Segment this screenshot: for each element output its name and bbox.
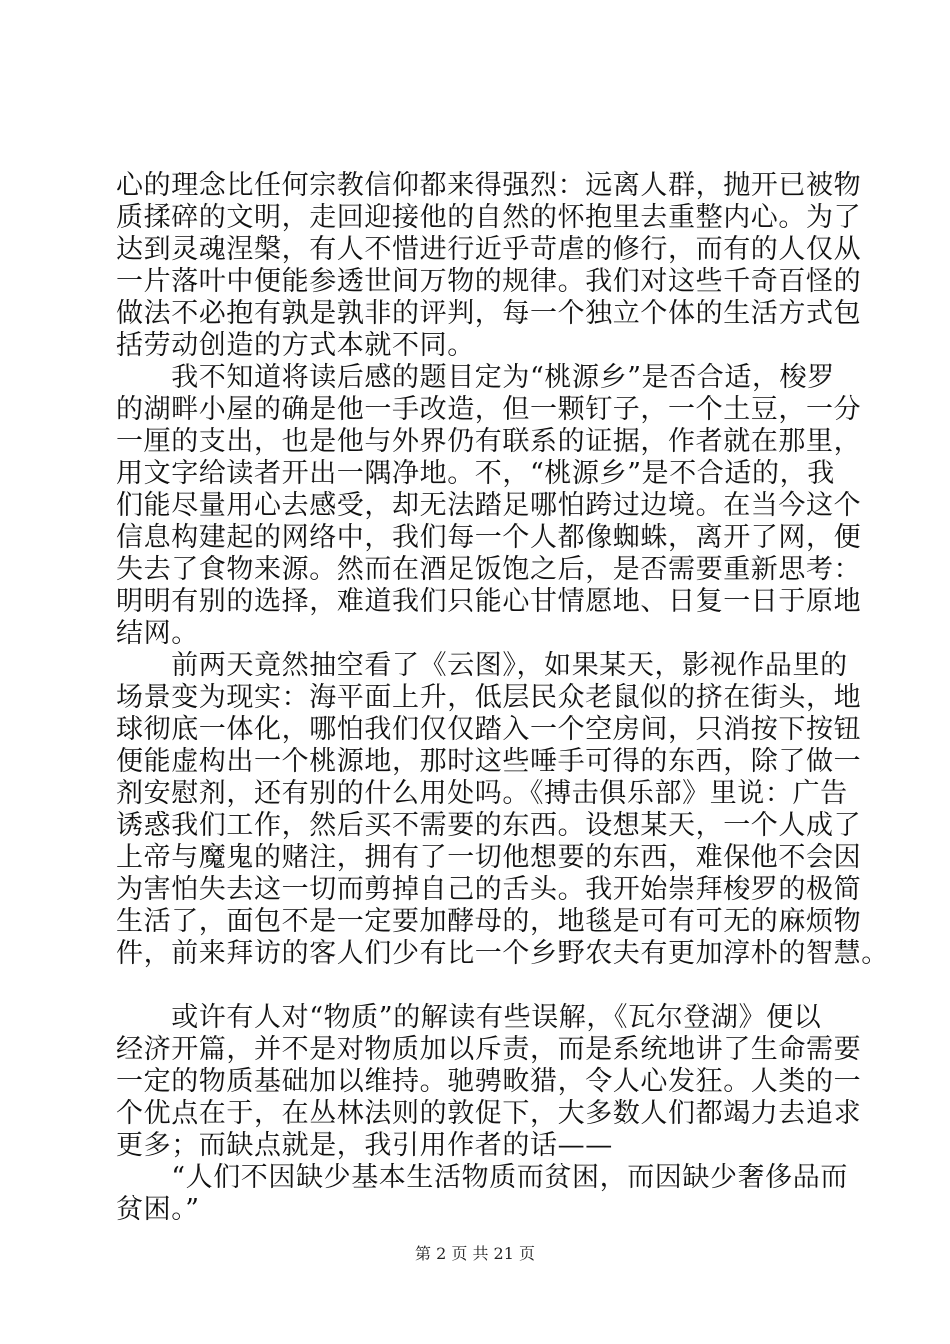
text-line: 场景变为现实：海平面上升，低层民众老鼠似的挤在街头，地 <box>116 682 862 713</box>
text-line: 明明有别的选择，难道我们只能心甘情愿地、日复一日于原地 <box>116 586 862 617</box>
text-line: 个优点在于，在丛林法则的敦促下，大多数人们都竭力去追求 <box>116 1098 862 1129</box>
page-number-footer: 第 2 页 共 21 页 <box>415 1244 535 1263</box>
text-line: 括劳动创造的方式本就不同。 <box>116 330 475 361</box>
text-line: 诱惑我们工作，然后买不需要的东西。设想某天，一个人成了 <box>116 810 862 841</box>
text-line: 上帝与魔鬼的赌注，拥有了一切他想要的东西，难保他不会因 <box>116 842 862 873</box>
text-line: 信息构建起的网络中，我们每一个人都像蜘蛛，离开了网，便 <box>116 522 862 553</box>
text-line: 或许有人对“物质”的解读有些误解，《瓦尔登湖》便以 <box>116 1002 822 1033</box>
text-line: 质揉碎的文明，走回迎接他的自然的怀抱里去重整内心。为了 <box>116 202 862 233</box>
text-line: 贫困。” <box>116 1194 200 1225</box>
document-body <box>116 170 889 1226</box>
text-line: 球彻底一体化，哪怕我们仅仅踏入一个空房间，只消按下按钮 <box>116 714 862 745</box>
text-line: 失去了食物来源。然而在酒足饭饱之后，是否需要重新思考： <box>116 554 862 585</box>
text-line: 前两天竟然抽空看了《云图》，如果某天，影视作品里的 <box>116 650 848 681</box>
paragraph-gap <box>116 970 846 1002</box>
text-line: 便能虚构出一个桃源地，那时这些唾手可得的东西，除了做一 <box>116 746 862 777</box>
text-line: 的湖畔小屋的确是他一手改造，但一颗钉子，一个土豆，一分 <box>116 394 862 425</box>
text-line: 为害怕失去这一切而剪掉自己的舌头。我开始崇拜梭罗的极简 <box>116 874 862 905</box>
text-line: 结网。 <box>116 618 199 649</box>
text-line: 一定的物质基础加以维持。驰骋畋猎，令人心发狂。人类的一 <box>116 1066 862 1097</box>
text-line: 一片落叶中便能参透世间万物的规律。我们对这些千奇百怪的 <box>116 266 862 297</box>
text-line: 更多；而缺点就是，我引用作者的话—— <box>116 1130 613 1161</box>
text-line: 一厘的支出，也是他与外界仍有联系的证据，作者就在那里， <box>116 426 862 457</box>
text-line: 心的理念比任何宗教信仰都来得强烈：远离人群，抛开已被物 <box>116 170 862 201</box>
text-line: 经济开篇，并不是对物质加以斥责，而是系统地讲了生命需要 <box>116 1034 862 1065</box>
text-line: 我不知道将读后感的题目定为“桃源乡”是否合适，梭罗 <box>116 362 835 393</box>
text-line: 们能尽量用心去感受，却无法踏足哪怕跨过边境。在当今这个 <box>116 490 862 521</box>
text-line: “人们不因缺少基本生活物质而贫困，而因缺少奢侈品而 <box>116 1162 849 1193</box>
text-line: 做法不必抱有孰是孰非的评判，每一个独立个体的生活方式包 <box>116 298 862 329</box>
text-line: 达到灵魂涅槃，有人不惜进行近乎苛虐的修行，而有的人仅从 <box>116 234 862 265</box>
text-line: 用文字给读者开出一隅净地。不，“桃源乡”是不合适的，我 <box>116 458 835 489</box>
text-line: 剂安慰剂，还有别的什么用处吗。《搏击俱乐部》里说：广告 <box>116 778 848 809</box>
text-line: 件，前来拜访的客人们少有比一个乡野农夫有更加淳朴的智慧。 <box>116 938 889 969</box>
text-line: 生活了，面包不是一定要加酵母的，地毯是可有可无的麻烦物 <box>116 906 862 937</box>
